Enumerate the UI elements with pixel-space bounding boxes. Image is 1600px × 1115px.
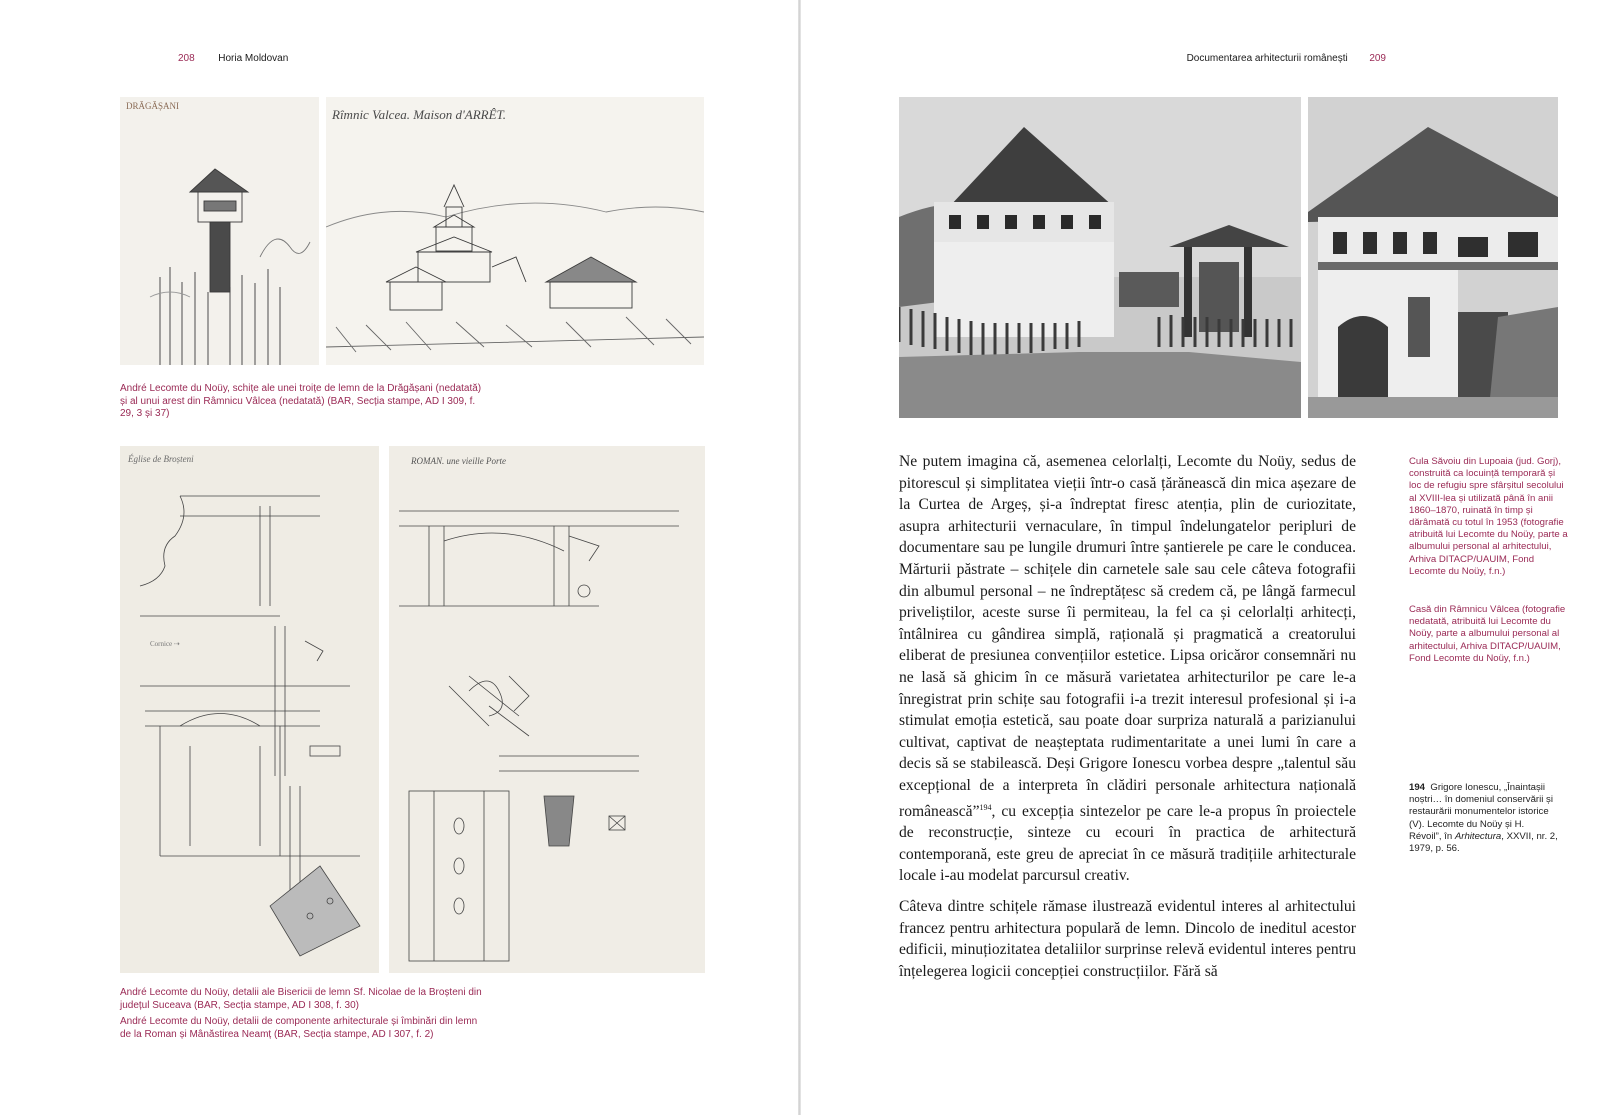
sketch3-label: Église de Broșteni (128, 454, 194, 464)
photo-casa-ramnicu-valcea-image (1308, 97, 1558, 418)
paragraph-1-part-a: Ne putem imagina că, asemenea celorlalți, Lecomte du Noüy, sedus de pitorescul și simplitatea vieții într-o casă țărănească din mica așezare de la Curtea de Argeș, și-a îndreptat firesc atenția, plin de curiozitate, asupra arhitecturii vernaculare, în timpul îndelungatelor peripluri de documentare sau pe lungile drumuri între șantierele pe care le conducea. Mărturii păstrate – schițele din carnetele sale sau cele câteva fotografii din albumul personal – ne îndreptățesc să credem că, pe lângă farmecul priveliștilor, aceste surse îi permiteau, la fel ca și celorlalți arhitecți, întâlnirea cu gândirea simplă, rațională și pragmatică a creatorului eliberat de presiunea convențiilor estetice. Lipsa oricăror consemnări nu ne lasă să ghicim în ce măsură varietatea arhitecturilor pe care le-a înregistrat prin schițe sau fotografii i-a trezit interesul profesional și i-a stimulat emoția estetică, sau poate doar surpriza naturală a parizianului cultivat, captivat de neașteptata rudimentaritate a unei lumi în care a decis să se stabilească. Deși Grigore Ionescu vorbea despre „talentul său excepțional de a interpreta în clădiri personale arhitectura națională românească” (899, 453, 1356, 820)
paragraph-2: Câteva dintre schițele rămase ilustrează evidentul interes al arhitectului francez pentru arhitectura populară de lemn. Dincolo de ineditul acestor edificii, minuțiozitatea detaliilor surprinse relevă evidentul interes pentru înțelegerea logicii concepției construcțiilor. Fără să (899, 898, 1356, 980)
right-header (1187, 53, 1386, 64)
sketch4-label: ROMAN. une vieille Porte (411, 456, 506, 466)
sketch-roman-neamt-drawing (389, 446, 705, 973)
footnote-journal: Arhitectura (1454, 830, 1502, 842)
sketch-dragasani-drawing (120, 97, 319, 365)
right-page (801, 0, 1600, 1115)
right-page-number: 209 (1369, 53, 1386, 64)
left-page (0, 0, 798, 1115)
footnote-text-a: Grigore Ionescu, „Înaintașii noștri… în domeniul conservării și restaurării monumentelor istorice (V). Lecomte du Noüy și H. Révoil”, în (1409, 782, 1553, 842)
paragraph-1-part-b: , cu excepția sintezelor pe care le-a propus în proiectele de reconstrucție, sinteze cu ecouri în practica de arhitectură contemporană, este greu de apreciat în ce măsură tradițiile arhitecturale locale i-au modelat parcursul creativ. (899, 802, 1356, 885)
sketch-brosteni (120, 446, 379, 973)
footnote-number: 194 (1409, 782, 1426, 793)
sketch1-label: DRĂGĂȘANI (126, 101, 180, 111)
side-caption-2: Casă din Râmnicu Vâlcea (fotografie nedatată, atribuită lui Lecomte du Noüy, parte a albumului personal al arhitectului, Arhiva DITACP/UAUIM, Fond Lecomte du Noüy, f.n.) (1409, 604, 1566, 664)
left-author: Horia Moldovan (218, 53, 289, 64)
svg-text:Cornice ⇢: Cornice ⇢ (150, 640, 180, 648)
paragraph-1 (899, 451, 1356, 887)
sketch-ramnic-valcea-drawing (326, 97, 704, 365)
sketch2-label: Rîmnic Valcea. Maison d'ARRÊT. (332, 107, 507, 122)
sketch-roman-neamt (389, 446, 705, 973)
left-header (178, 53, 288, 64)
footnote-ref-194[interactable]: 194 (979, 802, 992, 812)
running-title: Documentarea arhitecturii românești (1186, 53, 1348, 64)
caption-2: André Lecomte du Noüy, detalii ale Bisericii de lemn Sf. Nicolae de la Broșteni din județul Suceava (BAR, Secția stampe, AD I 308, f. 30) (120, 987, 482, 1011)
footnote-194 (1409, 782, 1559, 855)
photo-cula-savoiu (899, 97, 1301, 418)
main-text (899, 451, 1356, 982)
side-caption-1: Cula Săvoiu din Lupoaia (jud. Gorj), construită ca locuință temporară și loc de refugiu spre sfârșitul secolului al XVIII-lea și utilizată până în anii 1860–1870, ruinată în timp și dărâmată cu totul în 1953 (fotografie atribuită lui Lecomte du Noüy, parte a albumului personal al arhitectului, Arhiva DITACP/UAUIM, Fond Lecomte du Noüy, f.n.) (1409, 456, 1568, 577)
footnote-text-b: , XXVII, nr. 2, 1979, p. 56. (1409, 830, 1558, 855)
caption-3: André Lecomte du Noüy, detalii de componente arhitecturale și îmbinări din lemn de la Roman și Mânăstirea Neamț (BAR, Secția stampe, AD I 307, f. 2) (120, 1016, 478, 1040)
caption-1: André Lecomte du Noüy, schițe ale unei troițe de lemn de la Drăgășani (nedatată) și al unui arest din Râmnicu Vâlcea (nedatată) (BAR, Secția stampe, AD I 309, f. 29, 3 și 37) (120, 383, 482, 420)
sketch-dragasani (120, 97, 319, 365)
photo-cula-savoiu-image (899, 97, 1301, 418)
photo-casa-ramnicu-valcea (1308, 97, 1558, 418)
sketch-brosteni-drawing (120, 446, 379, 973)
left-page-number: 208 (178, 53, 195, 64)
sketch-ramnic-valcea (326, 97, 704, 365)
